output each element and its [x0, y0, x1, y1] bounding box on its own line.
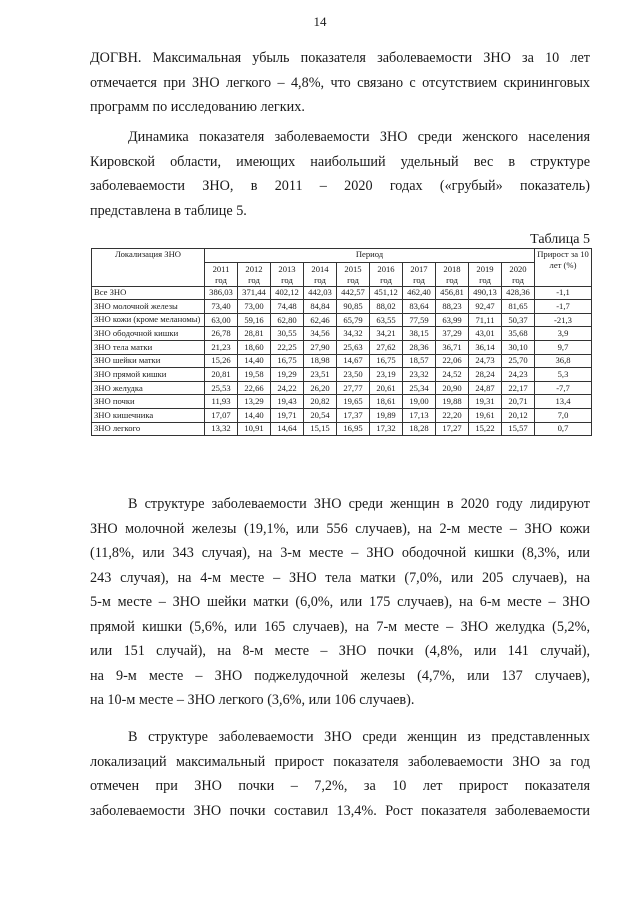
header-growth: Прирост за 10 лет (%)	[535, 249, 592, 287]
growth-cell: 7,0	[535, 408, 592, 422]
header-year	[205, 262, 238, 286]
value-cell: 22,66	[238, 381, 271, 395]
year-value: 2020	[509, 263, 527, 274]
year-unit: год	[512, 274, 524, 285]
header-localization: Локализация ЗНО	[92, 249, 205, 287]
value-cell: 35,68	[502, 327, 535, 341]
year-value: 2016	[377, 263, 395, 274]
value-cell: 19,71	[271, 408, 304, 422]
value-cell: 19,88	[436, 395, 469, 409]
text-line: (11,8%, или 343 случая), на 3-м месте – ЗНО ободочной кишки (8,3%, или	[90, 545, 590, 561]
text-line: или 151 случай), на 8-м месте – ЗНО почки (4,8%, или 141 случай),	[90, 643, 590, 659]
value-cell: 27,90	[304, 340, 337, 354]
value-cell: 62,46	[304, 313, 337, 327]
value-cell: 19,58	[238, 368, 271, 382]
value-cell: 24,87	[469, 381, 502, 395]
header-period: Период	[205, 249, 535, 263]
year-unit: год	[281, 274, 293, 285]
value-cell: 34,32	[337, 327, 370, 341]
year-value: 2017	[410, 263, 428, 274]
header-year	[304, 262, 337, 286]
value-cell: 25,70	[502, 354, 535, 368]
page-number: 14	[313, 14, 327, 29]
value-cell: 24,52	[436, 368, 469, 382]
header-year	[238, 262, 271, 286]
value-cell: 22,06	[436, 354, 469, 368]
growth-cell: -1,1	[535, 286, 592, 300]
localization-cell: ЗНО ободочной кишки	[92, 327, 205, 341]
header-year	[370, 262, 403, 286]
value-cell: 90,85	[337, 300, 370, 314]
year-value: 2012	[245, 263, 263, 274]
value-cell: 88,02	[370, 300, 403, 314]
text-line: заболеваемости ЗНО, в 2011 – 2020 годах («грубый» показатель)	[90, 178, 590, 194]
value-cell: 22,17	[502, 381, 535, 395]
year-value: 2015	[344, 263, 362, 274]
header-year	[436, 262, 469, 286]
value-cell: 16,75	[271, 354, 304, 368]
value-cell: 19,65	[337, 395, 370, 409]
value-cell: 402,12	[271, 286, 304, 300]
value-cell: 386,03	[205, 286, 238, 300]
value-cell: 38,15	[403, 327, 436, 341]
value-cell: 462,40	[403, 286, 436, 300]
localization-cell: ЗНО почки	[92, 395, 205, 409]
year-value: 2014	[311, 263, 329, 274]
value-cell: 43,01	[469, 327, 502, 341]
value-cell: 21,23	[205, 340, 238, 354]
value-cell: 25,53	[205, 381, 238, 395]
value-cell: 26,78	[205, 327, 238, 341]
value-cell: 17,37	[337, 408, 370, 422]
text-line: локализаций максимальный прирост показателя заболеваемости ЗНО за год	[90, 753, 590, 770]
value-cell: 63,55	[370, 313, 403, 327]
value-cell: 14,67	[337, 354, 370, 368]
value-cell: 23,19	[370, 368, 403, 382]
header-year	[271, 262, 304, 286]
localization-cell: Все ЗНО	[92, 286, 205, 300]
value-cell: 81,65	[502, 300, 535, 314]
table-row	[92, 422, 592, 436]
value-cell: 20,12	[502, 408, 535, 422]
year-unit: год	[248, 274, 260, 285]
value-cell: 15,22	[469, 422, 502, 436]
value-cell: 15,57	[502, 422, 535, 436]
header-year	[337, 262, 370, 286]
value-cell: 59,16	[238, 313, 271, 327]
text-line: В структуре заболеваемости ЗНО среди женщин из представленных	[128, 729, 590, 745]
value-cell: 18,60	[238, 340, 271, 354]
growth-cell: 0,7	[535, 422, 592, 436]
value-cell: 84,84	[304, 300, 337, 314]
value-cell: 37,29	[436, 327, 469, 341]
table-caption: Таблица 5	[530, 232, 590, 247]
value-cell: 25,63	[337, 340, 370, 354]
value-cell: 62,80	[271, 313, 304, 327]
value-cell: 83,64	[403, 300, 436, 314]
value-cell: 451,12	[370, 286, 403, 300]
value-cell: 63,99	[436, 313, 469, 327]
value-cell: 18,98	[304, 354, 337, 368]
paragraph-1	[90, 46, 590, 120]
year-unit: год	[347, 274, 359, 285]
value-cell: 27,62	[370, 340, 403, 354]
paragraph-3	[90, 492, 590, 713]
value-cell: 30,55	[271, 327, 304, 341]
value-cell: 28,36	[403, 340, 436, 354]
localization-cell: ЗНО кишечника	[92, 408, 205, 422]
localization-cell: ЗНО шейки матки	[92, 354, 205, 368]
growth-cell: 3,9	[535, 327, 592, 341]
table-row	[92, 300, 592, 314]
value-cell: 36,71	[436, 340, 469, 354]
value-cell: 25,34	[403, 381, 436, 395]
value-cell: 20,82	[304, 395, 337, 409]
value-cell: 19,31	[469, 395, 502, 409]
value-cell: 22,25	[271, 340, 304, 354]
year-value: 2011	[212, 263, 230, 274]
text-line: заболеваемости ЗНО почки составил 13,4%. Рост показателя заболеваемости	[90, 802, 590, 819]
value-cell: 26,20	[304, 381, 337, 395]
localization-cell: ЗНО легкого	[92, 422, 205, 436]
value-cell: 14,64	[271, 422, 304, 436]
table-row	[92, 286, 592, 300]
value-cell: 20,54	[304, 408, 337, 422]
value-cell: 371,44	[238, 286, 271, 300]
value-cell: 88,23	[436, 300, 469, 314]
value-cell: 14,40	[238, 354, 271, 368]
value-cell: 24,73	[469, 354, 502, 368]
text-line: прямой кишки (5,6%, или 165 случаев), на 7-м месте – ЗНО желудка (5,2%,	[90, 618, 590, 635]
growth-cell: 5,3	[535, 368, 592, 382]
localization-cell: ЗНО тела матки	[92, 340, 205, 354]
value-cell: 23,51	[304, 368, 337, 382]
header-year	[502, 262, 535, 286]
paragraph-4	[90, 725, 590, 823]
year-value: 2019	[476, 263, 494, 274]
value-cell: 22,20	[436, 408, 469, 422]
table-row	[92, 340, 592, 354]
text-line: на 9-м месте – ЗНО поджелудочной железы (4,7%, или 137 случаев),	[90, 667, 590, 684]
localization-cell: ЗНО кожи (кроме меланомы)	[92, 313, 205, 327]
value-cell: 63,00	[205, 313, 238, 327]
value-cell: 74,48	[271, 300, 304, 314]
header-year	[469, 262, 502, 286]
value-cell: 19,89	[370, 408, 403, 422]
value-cell: 36,14	[469, 340, 502, 354]
value-cell: 28,81	[238, 327, 271, 341]
value-cell: 73,40	[205, 300, 238, 314]
value-cell: 20,90	[436, 381, 469, 395]
table-row	[92, 368, 592, 382]
value-cell: 490,13	[469, 286, 502, 300]
value-cell: 34,56	[304, 327, 337, 341]
text-line: отмечен при ЗНО почки – 7,2%, за 10 лет прирост показателя	[90, 778, 590, 794]
value-cell: 15,15	[304, 422, 337, 436]
localization-cell: ЗНО прямой кишки	[92, 368, 205, 382]
paragraph-2	[90, 125, 590, 223]
value-cell: 19,29	[271, 368, 304, 382]
value-cell: 20,71	[502, 395, 535, 409]
value-cell: 18,28	[403, 422, 436, 436]
text-line: отмечается при ЗНО легкого – 4,8%, что связано с отсутствием скрининговых	[90, 74, 590, 91]
growth-cell: 13,4	[535, 395, 592, 409]
text-line: программ по исследованию легких.	[90, 99, 305, 115]
value-cell: 50,37	[502, 313, 535, 327]
year-value: 2013	[278, 263, 296, 274]
localization-cell: ЗНО молочной железы	[92, 300, 205, 314]
value-cell: 428,36	[502, 286, 535, 300]
text-line: Кировской области, имеющих наибольший удельный вес в структуре	[90, 153, 590, 170]
text-line: ДОГВН. Максимальная убыль показателя заболеваемости ЗНО за 10 лет	[90, 50, 590, 66]
value-cell: 24,22	[271, 381, 304, 395]
value-cell: 16,95	[337, 422, 370, 436]
value-cell: 23,32	[403, 368, 436, 382]
value-cell: 77,59	[403, 313, 436, 327]
value-cell: 17,32	[370, 422, 403, 436]
value-cell: 456,81	[436, 286, 469, 300]
year-unit: год	[446, 274, 458, 285]
text-line: 5-м месте – ЗНО шейки матки (6,0%, или 175 случаев), на 6-м месте – ЗНО	[90, 594, 590, 610]
value-cell: 19,43	[271, 395, 304, 409]
text-line: В структуре заболеваемости ЗНО среди женщин в 2020 году лидируют	[128, 496, 590, 512]
value-cell: 13,32	[205, 422, 238, 436]
value-cell: 17,27	[436, 422, 469, 436]
value-cell: 92,47	[469, 300, 502, 314]
value-cell: 73,00	[238, 300, 271, 314]
incidence-table	[91, 248, 592, 436]
value-cell: 27,77	[337, 381, 370, 395]
localization-cell: ЗНО желудка	[92, 381, 205, 395]
text-line: представлена в таблице 5.	[90, 202, 247, 219]
value-cell: 18,61	[370, 395, 403, 409]
table-row	[92, 327, 592, 341]
value-cell: 18,57	[403, 354, 436, 368]
value-cell: 15,26	[205, 354, 238, 368]
table-row	[92, 354, 592, 368]
table-row	[92, 408, 592, 422]
year-unit: год	[380, 274, 392, 285]
value-cell: 20,61	[370, 381, 403, 395]
value-cell: 10,91	[238, 422, 271, 436]
header-year	[403, 262, 436, 286]
year-unit: год	[413, 274, 425, 285]
text-line: Динамика показателя заболеваемости ЗНО среди женского населения	[128, 129, 590, 145]
value-cell: 19,61	[469, 408, 502, 422]
value-cell: 13,29	[238, 395, 271, 409]
value-cell: 16,75	[370, 354, 403, 368]
growth-cell: 9,7	[535, 340, 592, 354]
value-cell: 11,93	[205, 395, 238, 409]
value-cell: 442,03	[304, 286, 337, 300]
value-cell: 24,23	[502, 368, 535, 382]
value-cell: 28,24	[469, 368, 502, 382]
growth-cell: 36,8	[535, 354, 592, 368]
value-cell: 19,00	[403, 395, 436, 409]
value-cell: 17,07	[205, 408, 238, 422]
table-row	[92, 313, 592, 327]
value-cell: 14,40	[238, 408, 271, 422]
growth-cell: -7,7	[535, 381, 592, 395]
value-cell: 65,79	[337, 313, 370, 327]
value-cell: 30,10	[502, 340, 535, 354]
growth-cell: -21,3	[535, 313, 592, 327]
text-line: 243 случая), на 4-м месте – ЗНО тела матки (7,0%, или 205 случаев), на	[90, 569, 590, 586]
value-cell: 23,50	[337, 368, 370, 382]
value-cell: 71,11	[469, 313, 502, 327]
year-value: 2018	[443, 263, 461, 274]
year-unit: год	[215, 274, 227, 285]
table-body	[92, 286, 592, 436]
value-cell: 34,21	[370, 327, 403, 341]
growth-cell: -1,7	[535, 300, 592, 314]
table-row	[92, 381, 592, 395]
table-row	[92, 395, 592, 409]
value-cell: 20,81	[205, 368, 238, 382]
value-cell: 442,57	[337, 286, 370, 300]
year-unit: год	[479, 274, 491, 285]
year-unit: год	[314, 274, 326, 285]
text-line: на 10-м месте – ЗНО легкого (3,6%, или 106 случаев).	[90, 692, 415, 708]
text-line: ЗНО молочной железы (19,1%, или 556 случаев), на 2-м месте – ЗНО кожи	[90, 520, 590, 537]
value-cell: 17,13	[403, 408, 436, 422]
